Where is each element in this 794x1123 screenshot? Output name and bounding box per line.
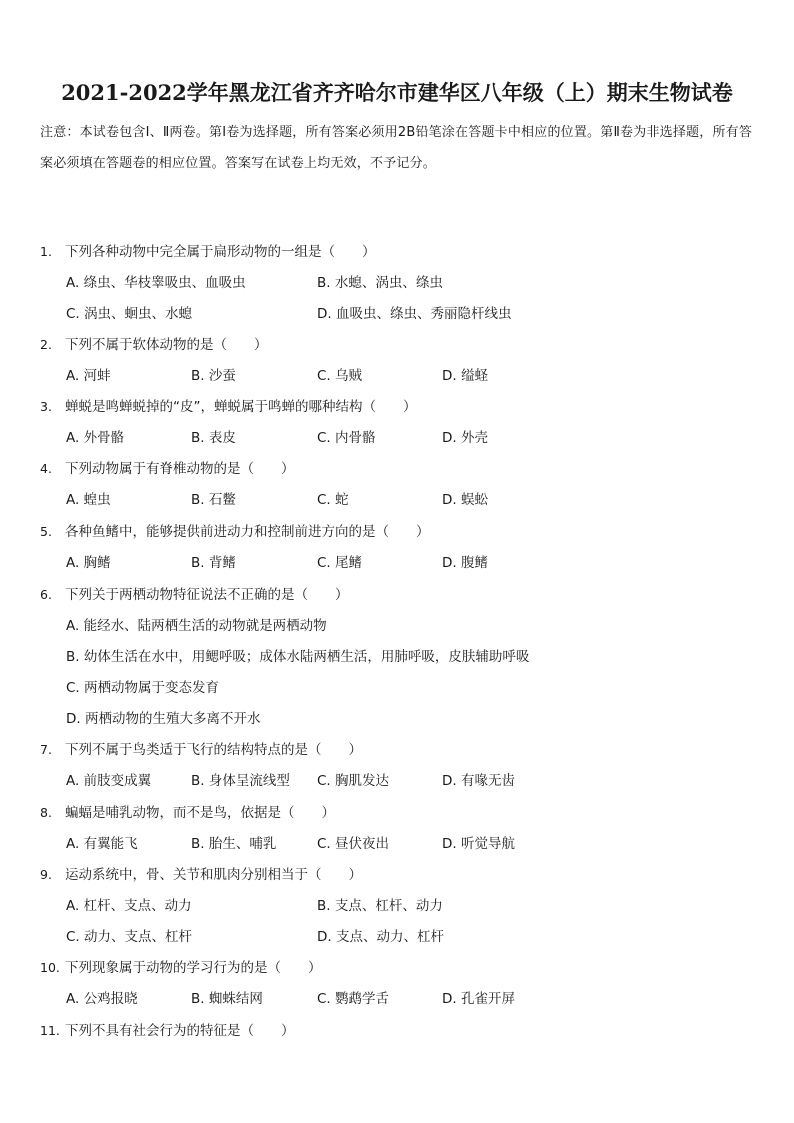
- question-number: 3.: [40, 399, 52, 414]
- option-d: D. 孔雀开屏: [442, 991, 515, 1007]
- question-text: 运动系统中，骨、关节和肌肉分别相当于（ ）: [65, 867, 362, 883]
- question-number: 10.: [40, 960, 60, 975]
- option-c: C. 内骨骼: [317, 430, 376, 446]
- question-text: 蝉蜕是鸣蝉蜕掉的“皮”，蝉蜕属于鸣蝉的哪种结构（ ）: [65, 399, 417, 415]
- question-text: 蝙蝠是哺乳动物，而不是鸟，依据是（ ）: [65, 805, 335, 821]
- option-a: A. 外骨骼: [66, 430, 125, 446]
- question-2: [40, 335, 268, 355]
- option-a: A. 有翼能飞: [66, 836, 138, 852]
- question-number: 11.: [40, 1023, 60, 1038]
- exam-notice: 注意：本试卷包含Ⅰ、Ⅱ两卷。第Ⅰ卷为选择题，所有答案必须用2B铅笔涂在答题卡中相应的位置。第Ⅱ卷为非选择题，所有答案必须填在答题卷的相应位置。答案写在试卷上均无效，不予记分。: [40, 125, 753, 171]
- option-d: D. 蜈蚣: [442, 492, 488, 508]
- option-c: C. 蛇: [317, 492, 349, 508]
- question-3: [40, 397, 417, 417]
- question-10: [40, 958, 322, 978]
- option-a: A. 蝗虫: [66, 492, 111, 508]
- question-6: [40, 585, 349, 605]
- option-a: A. 能经水、陆两栖生活的动物就是两栖动物: [66, 618, 327, 634]
- question-number: 6.: [40, 587, 52, 602]
- question-text: 下列各种动物中完全属于扁形动物的一组是（ ）: [65, 244, 376, 260]
- option-b: B. 表皮: [191, 430, 236, 446]
- question-11: [40, 1021, 295, 1041]
- question-number: 2.: [40, 337, 52, 352]
- question-number: 1.: [40, 244, 52, 259]
- option-a: A. 前肢变成翼: [66, 773, 152, 789]
- question-1: [40, 242, 376, 262]
- question-4: [40, 459, 295, 479]
- option-c: C. 尾鳍: [317, 555, 363, 571]
- question-9: [40, 865, 362, 885]
- option-b: B. 石鳖: [191, 492, 236, 508]
- option-b: B. 蜘蛛结网: [191, 991, 263, 1007]
- option-b: B. 水螅、涡虫、绦虫: [317, 275, 443, 291]
- option-d: D. 缢蛏: [442, 368, 488, 384]
- question-number: 7.: [40, 742, 52, 757]
- question-text: 各种鱼鳍中，能够提供前进动力和控制前进方向的是（ ）: [65, 524, 430, 540]
- question-text: 下列关于两栖动物特征说法不正确的是（ ）: [65, 587, 349, 603]
- option-d: D. 听觉导航: [442, 836, 515, 852]
- option-d: D. 两栖动物的生殖大多离不开水: [66, 711, 261, 727]
- question-text: 下列不具有社会行为的特征是（ ）: [65, 1023, 295, 1039]
- question-text: 下列现象属于动物的学习行为的是（ ）: [65, 960, 322, 976]
- page-title: 2021-2022学年黑龙江省齐齐哈尔市建华区八年级（上）期末生物试卷: [61, 80, 733, 105]
- option-b: B. 支点、杠杆、动力: [317, 898, 443, 914]
- option-c: C. 动力、支点、杠杆: [66, 929, 193, 945]
- option-d: D. 血吸虫、绦虫、秀丽隐杆线虫: [317, 306, 512, 322]
- option-d: D. 有喙无齿: [442, 773, 515, 789]
- question-8: [40, 803, 335, 823]
- question-number: 8.: [40, 805, 52, 820]
- option-c: C. 胸肌发达: [317, 773, 390, 789]
- option-d: D. 腹鳍: [442, 555, 488, 571]
- option-c: C. 涡虫、蛔虫、水螅: [66, 306, 193, 322]
- option-c: C. 昼伏夜出: [317, 836, 390, 852]
- question-5: [40, 522, 430, 542]
- option-a: A. 绦虫、华枝睾吸虫、血吸虫: [66, 275, 246, 291]
- option-b: B. 胎生、哺乳: [191, 836, 277, 852]
- question-number: 9.: [40, 867, 52, 882]
- question-text: 下列不属于软体动物的是（ ）: [65, 337, 268, 353]
- option-b: B. 幼体生活在水中，用鳃呼吸；成体水陆两栖生活，用肺呼吸，皮肤辅助呼吸: [66, 649, 530, 665]
- question-text: 下列动物属于有脊椎动物的是（ ）: [65, 461, 295, 477]
- option-d: D. 支点、动力、杠杆: [317, 929, 444, 945]
- option-a: A. 河蚌: [66, 368, 111, 384]
- option-c: C. 鹦鹉学舌: [317, 991, 390, 1007]
- option-d: D. 外壳: [442, 430, 488, 446]
- question-text: 下列不属于鸟类适于飞行的结构特点的是（ ）: [65, 742, 362, 758]
- question-number: 5.: [40, 524, 52, 539]
- option-b: B. 背鳍: [191, 555, 236, 571]
- option-c: C. 乌贼: [317, 368, 363, 384]
- question-number: 4.: [40, 461, 52, 476]
- option-a: A. 胸鳍: [66, 555, 111, 571]
- option-a: A. 杠杆、支点、动力: [66, 898, 192, 914]
- option-b: B. 沙蚕: [191, 368, 236, 384]
- option-a: A. 公鸡报晓: [66, 991, 138, 1007]
- option-b: B. 身体呈流线型: [191, 773, 290, 789]
- option-c: C. 两栖动物属于变态发育: [66, 680, 220, 696]
- question-7: [40, 740, 362, 760]
